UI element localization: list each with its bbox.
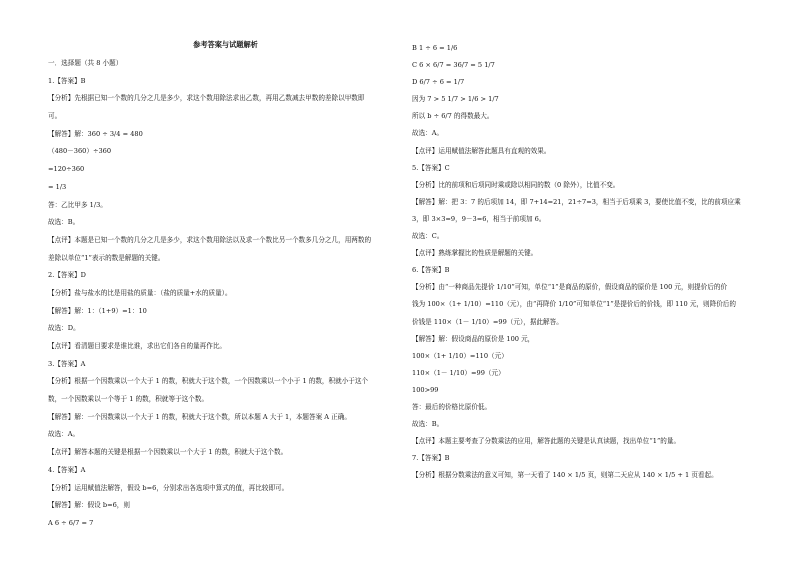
left-lines [48,55,403,533]
right-line: 价钱是 110×（1－ 1/10）=99（元），据此解答。 [412,317,563,326]
right-line: 100>99 [412,385,439,394]
left-line: =120÷360 [48,165,85,174]
left-line: 4.【答案】A [48,465,86,474]
left-line: 【解答】解：假设 b=6，则 [48,501,130,510]
left-line: 【解答】解：360 ÷ 3/4 = 480 [48,129,143,138]
right-line: 【分析】由“一种商品先提价 1/10”可知，单位“1”是商品的原价，假设商品的原价是 100 元，则提价后的价 [412,283,728,292]
right-line: 【点评】运用赋值法解答此题具有直观的效果。 [412,146,551,155]
left-line: 可。 [48,112,62,121]
left-line: 【点评】解答本题的关键是根据一个因数乘以一个大于 1 的数，积就大于这个数。 [48,448,288,457]
right-line: C 6 × 6/7 = 36/7 = 5 1/7 [412,61,495,70]
left-line: 【分析】运用赋值法解答，假设 b=6，分别求出各选项中算式的值，再比较即可。 [48,483,289,492]
left-line: 【分析】盐与盐水的比是用盐的质量：（盐的质量+水的质量）。 [48,288,232,297]
right-line: 5.【答案】C [412,163,450,172]
left-line: 一．选择题（共 8 小题） [48,59,123,67]
right-line: D 6/7 ÷ 6 = 1/7 [412,78,465,87]
right-line: 故选：C。 [412,232,444,241]
right-line: 故选：B。 [412,420,444,429]
right-line: 【分析】根据分数乘法的意义可知，第一天看了 140 × 1/5 页，则第二天应从 140 × 1/5 + 1 页看起。 [412,471,718,480]
right-lines [412,40,767,484]
right-line: 钱为 100×（1+ 1/10）=110（元），由“再降价 1/10”可知单位“1”是提价后的价钱，即 110 元，则降价后的 [412,300,736,309]
right-line: 【点评】本题主要考查了分数乘法的应用，解答此题的关键是认真读题，找出单位“1”的量。 [412,437,681,446]
left-line: 【分析】根据一个因数乘以一个大于 1 的数，积就大于这个数，一个因数乘以一个小于 1 的数，积就小于这个 [48,377,369,386]
left-line: 【点评】看清题目要求是谁比谁，求出它们各自的量再作比。 [48,342,227,350]
left-line: 1.【答案】B [48,76,86,85]
right-column [412,0,767,484]
left-line: 差除以单位“1”表示的数是解题的关键。 [48,253,165,262]
right-line: 100×（1+ 1/10）=110（元） [412,351,508,360]
right-line: B 1 ÷ 6 = 1/6 [412,44,458,52]
left-line: 【解答】解：1：（1+9）=1：10 [48,306,147,315]
right-line: 6.【答案】B [412,266,450,275]
left-line: A 6 ÷ 6/7 = 7 [48,518,94,527]
left-line: 【分析】先根据已知一个数的几分之几是多少，求这个数用除法求出乙数，再用乙数减去甲数的差除以甲数即 [48,94,365,103]
left-line: 3.【答案】A [48,359,86,368]
right-line: 7.【答案】B [412,454,450,463]
left-line: 数，一个因数乘以一个等于 1 的数，积就等于这个数。 [48,395,209,404]
right-line: 因为 7 > 5 1/7 > 1/6 > 1/7 [412,95,499,104]
left-line: 2.【答案】D [48,271,86,280]
right-line: 答：最后的价格比原价低。 [412,402,492,411]
left-column [48,0,403,533]
left-line: 故选：D。 [48,324,80,333]
right-line: 110×（1－ 1/10）=99（元） [412,368,505,377]
right-line: 所以 b ÷ 6/7 的得数最大。 [412,112,494,121]
left-line: 故选：B。 [48,218,80,227]
right-line: 【解答】解：假设商品的原价是 100 元， [412,334,535,343]
right-line: 故选：A。 [412,129,444,138]
left-line: 答：乙比甲多 1/3。 [48,200,107,209]
right-line: 3，即 3×3=9，9－3=6，相当于前项加 6。 [412,214,546,223]
right-line: 【分析】比的前项和后项同时乘或除以相同的数（0 除外），比值不变。 [412,180,620,189]
right-line: 【解答】解：把 3：7 的后项加 14，即 7+14=21，21÷7=3，相当于后项乘 3，要使比值不变，比的前项应乘 [412,197,741,206]
left-line: 【解答】解：一个因数乘以一个大于 1 的数，积就大于这个数，所以本题 A 大于 1，本题答案 A 正确。 [48,412,351,421]
left-line: = 1/3 [48,182,67,191]
page-title: 参考答案与试题解析 [193,40,258,49]
left-line: （480－360）÷360 [48,147,112,156]
right-line: 【点评】熟练掌握比的性质是解题的关键。 [412,249,538,258]
left-line: 故选：A。 [48,430,80,439]
left-line: 【点评】本题是已知一个数的几分之几是多少，求这个数用除法以及求一个数比另一个数多几分之几，用两数的 [48,235,372,244]
